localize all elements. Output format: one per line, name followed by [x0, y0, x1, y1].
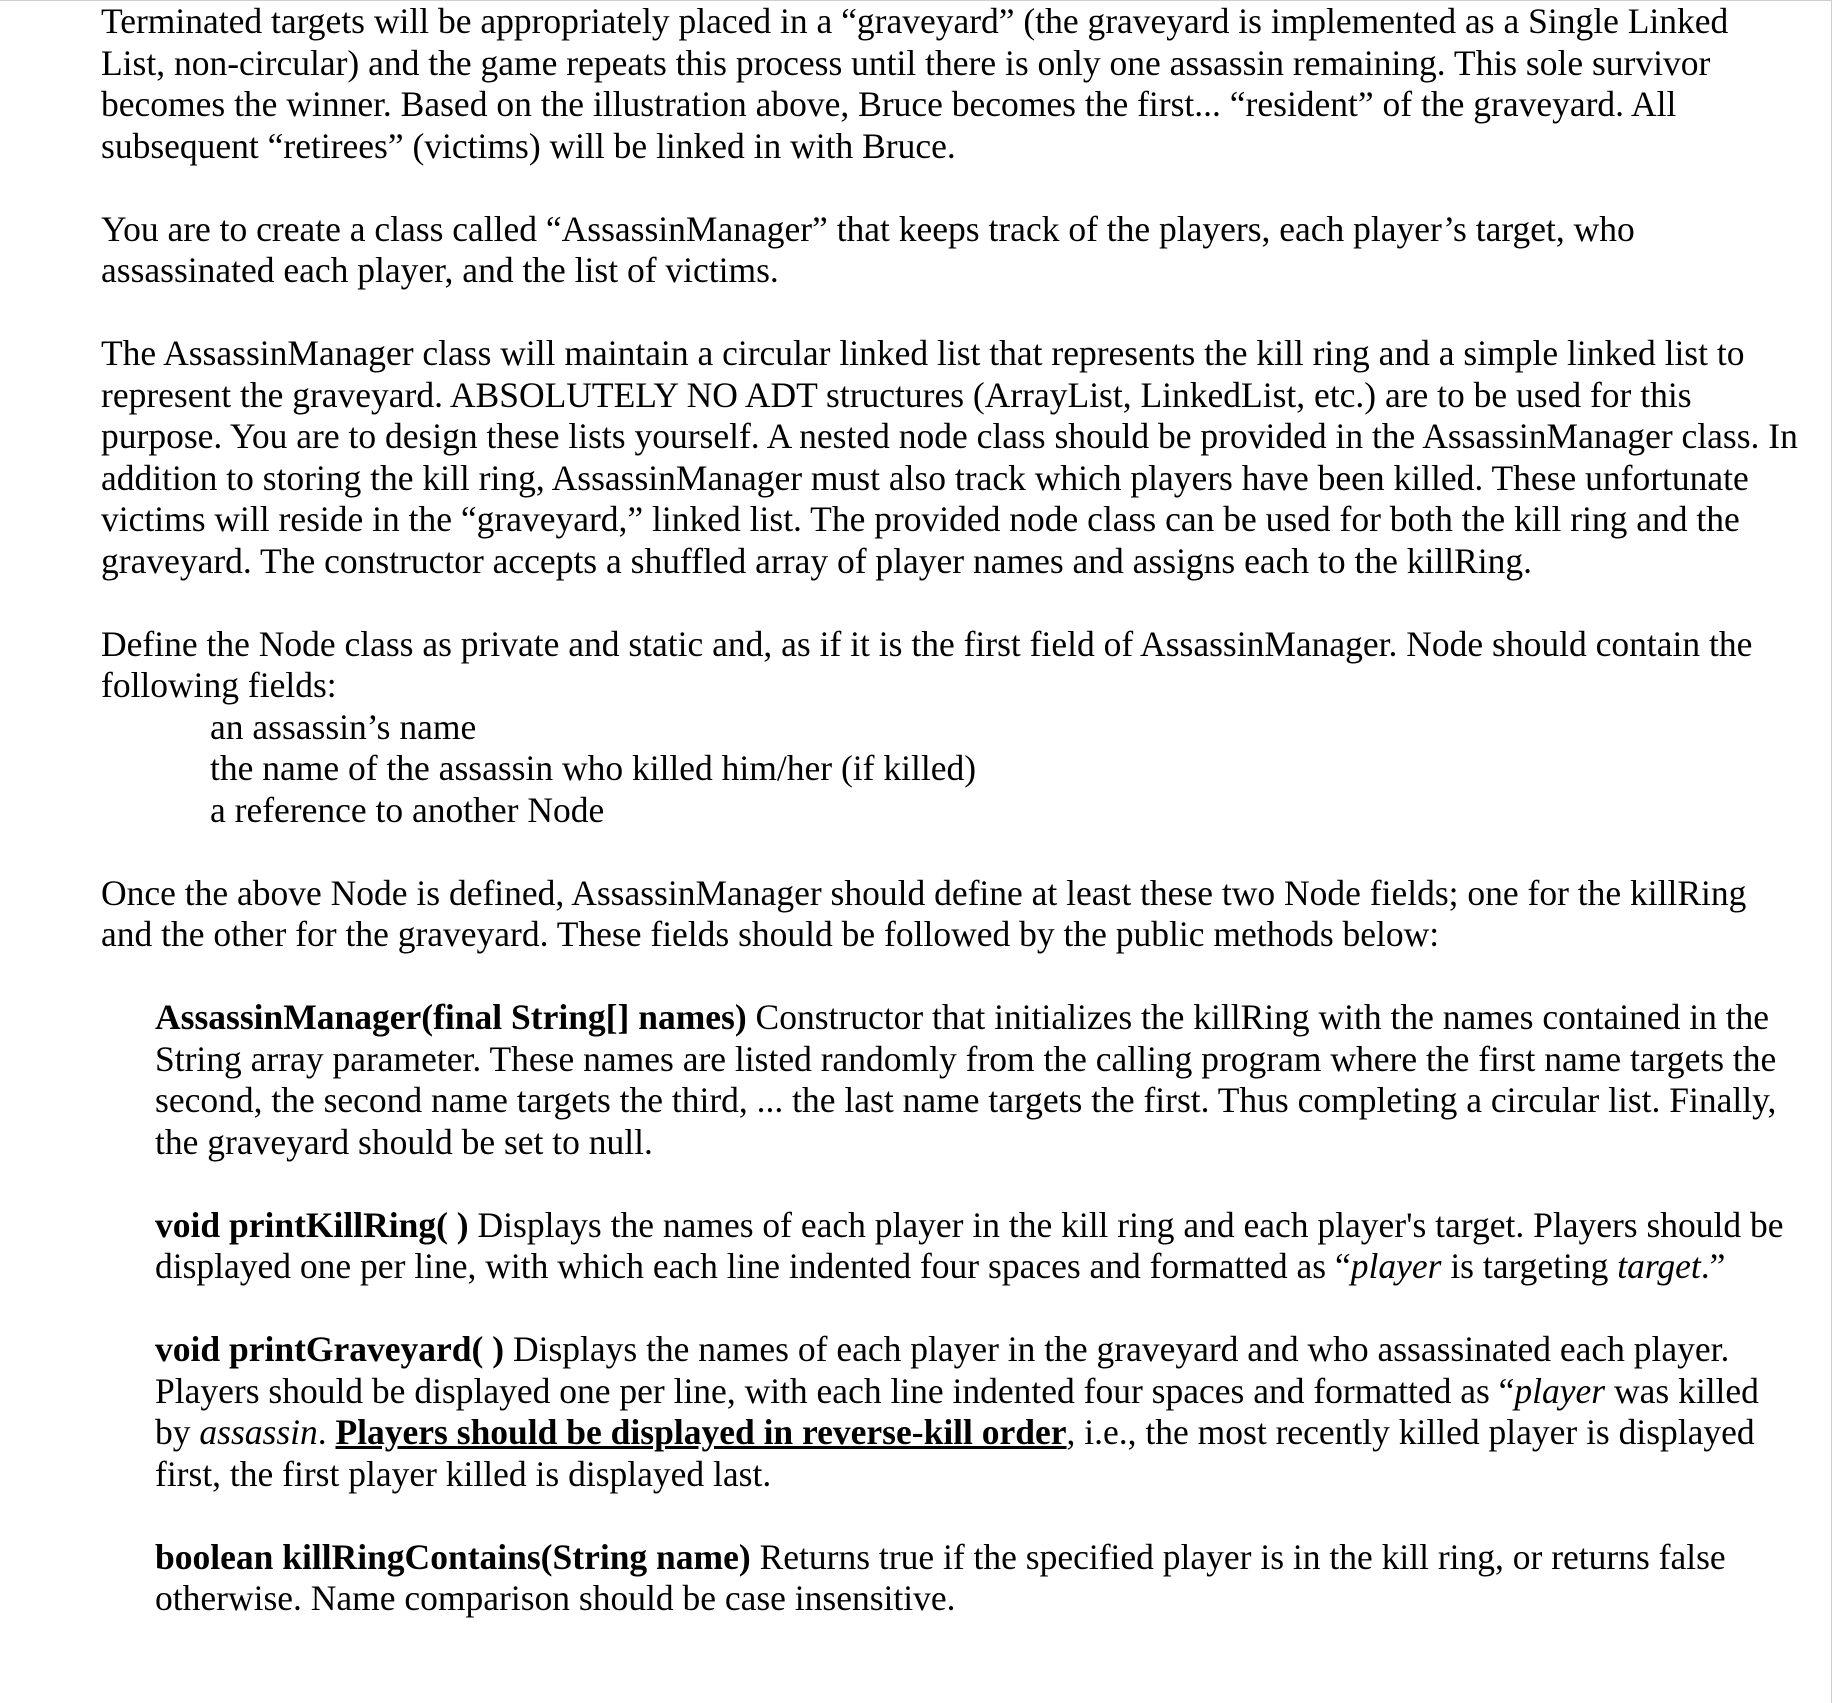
method-description: is targeting	[1441, 1246, 1618, 1286]
emphasis-reverse-kill-order: Players should be displayed in reverse-kill order	[335, 1412, 1067, 1452]
italic-term: player	[1350, 1246, 1442, 1286]
method-print-graveyard	[101, 1329, 1801, 1495]
method-description: Displays the names of each player in the graveyard and who assassinated each player. Players should be displayed one per line, with each line indented four spaces and formatted as “	[155, 1329, 1730, 1411]
method-signature: void printKillRing( )	[155, 1204, 469, 1245]
method-print-kill-ring	[101, 1205, 1801, 1288]
document-body	[101, 1, 1801, 1661]
paragraph-node-fields: Once the above Node is defined, AssassinManager should define at least these two Node fields; one for the killRing and the other for the graveyard. These fields should be followed by the public methods below:	[101, 872, 1747, 954]
italic-term: assassin	[199, 1412, 318, 1452]
paragraph-assassin-manager: The AssassinManager class will maintain a circular linked list that represents the kill ring and a simple linked list to represent the graveyard. ABSOLUTELY NO ADT structures (ArrayList, LinkedList, etc.) are to be used for this purpose. You are to design these lists yourself. A nested node class should be provided in the AssassinManager class. In addition to storing the kill ring, AssassinManager must also track which players have been killed. These unfortunate victims will reside in the “graveyard,” linked list. The provided node class can be used for both the kill ring and the graveyard. The constructor accepts a shuffled array of player names and assigns each to the killRing.	[101, 333, 1798, 581]
paragraph-node-definition	[101, 624, 1801, 832]
method-description: was killed by	[155, 1370, 1759, 1452]
italic-term: target	[1617, 1246, 1701, 1286]
node-field-item: an assassin’s name	[210, 706, 477, 747]
method-description: Displays the names of each player in the kill ring and each player's target. Players should be displayed one per line, with which each line indented four spaces and formatted as “	[155, 1204, 1784, 1286]
method-signature: boolean killRingContains(String name)	[155, 1536, 751, 1577]
method-description: , i.e., the most recently killed player is displayed first, the first player killed is displayed last.	[155, 1412, 1755, 1494]
node-definition-text: Define the Node class as private and static and, as if it is the first field of AssassinManager. Node should contain the following fields:	[101, 623, 1753, 705]
method-constructor	[101, 997, 1801, 1163]
italic-term: player	[1514, 1370, 1606, 1411]
node-field-item: a reference to another Node	[210, 789, 605, 830]
method-signature: void printGraveyard( )	[155, 1329, 505, 1369]
paragraph-graveyard-intro: Terminated targets will be appropriately placed in a “graveyard” (the graveyard is implemented as a Single Linked List, non-circular) and the game repeats this process until there is only one assassin remaining. This sole survivor becomes the winner. Based on the illustration above, Bruce becomes the first... “resident” of the graveyard. All subsequent “retirees” (victims) will be linked in with Bruce.	[101, 1, 1729, 166]
method-description: Returns true if the specified player is in the kill ring, or returns false otherwise. Name comparison should be case insensitive.	[155, 1536, 1726, 1618]
method-kill-ring-contains	[101, 1537, 1801, 1620]
node-field-item: the name of the assassin who killed him/her (if killed)	[210, 748, 977, 788]
paragraph-class-intro: You are to create a class called “AssassinManager” that keeps track of the players, each player’s target, who assassinated each player, and the list of victims.	[101, 208, 1635, 290]
method-description: .”	[1700, 1246, 1726, 1286]
method-description: Constructor that initializes the killRing with the names contained in the String array parameter. These names are listed randomly from the calling program where the first name targets the second, the second name targets the third, ... the last name targets the first. Thus completing a circular list. Finally, the graveyard should be set to null.	[155, 997, 1777, 1162]
method-description: .	[317, 1412, 336, 1452]
method-signature: AssassinManager(final String[] names)	[155, 997, 747, 1037]
